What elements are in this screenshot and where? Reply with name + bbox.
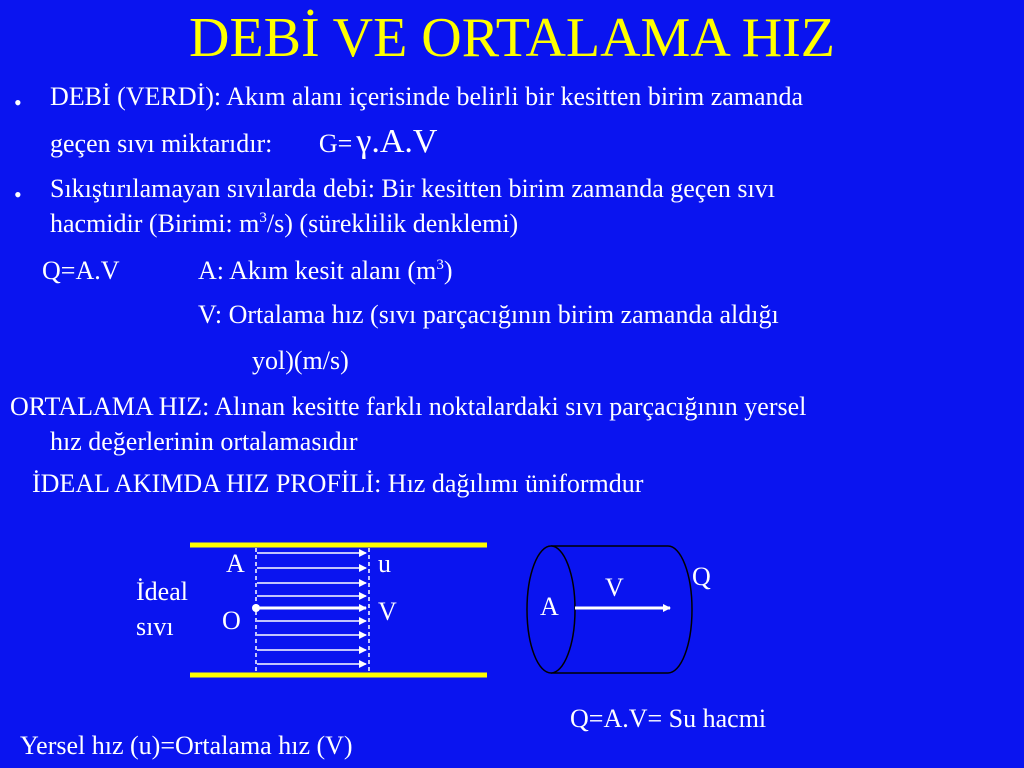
footer-left: Yersel hız (u)=Ortalama hız (V) bbox=[20, 731, 353, 760]
fluid-label-2: sıvı bbox=[136, 612, 174, 641]
label-V-left: V bbox=[378, 597, 397, 626]
v-definition-line2: yol)(m/s) bbox=[252, 346, 349, 375]
para2-line2-post: /s) (süreklilik denklemi) bbox=[266, 209, 519, 238]
fluid-label-1: İdeal bbox=[136, 577, 188, 606]
bullet-1-marker: • bbox=[14, 90, 22, 115]
formula-g-prefix: G= bbox=[318, 129, 353, 158]
v-definition-line1: V: Ortalama hız (sıvı parçacığının birim zamanda aldığı bbox=[198, 300, 779, 329]
q-formula: Q=A.V bbox=[42, 256, 120, 285]
label-A-left: A bbox=[226, 549, 245, 578]
footer-right: Q=A.V= Su hacmi bbox=[570, 704, 767, 733]
bullet-2-marker: • bbox=[14, 182, 22, 207]
slide-title: DEBİ VE ORTALAMA HIZ bbox=[189, 7, 835, 69]
avg-speed-line1: ORTALAMA HIZ: Alınan kesitte farklı noktalardaki sıvı parçacığının yersel bbox=[10, 392, 807, 421]
label-Q: Q bbox=[692, 562, 711, 591]
para2-line2-pre: hacmidir (Birimi: m bbox=[50, 209, 260, 238]
a-def-post: ) bbox=[443, 256, 453, 285]
avg-speed-line2: hız değerlerinin ortalamasıdır bbox=[50, 427, 358, 456]
label-u: u bbox=[378, 549, 391, 578]
ideal-profile-heading: İDEAL AKIMDA HIZ PROFİLİ: Hız dağılımı üniformdur bbox=[32, 469, 644, 498]
formula-g-main: γ.A.V bbox=[356, 123, 438, 160]
origin-point bbox=[252, 604, 260, 612]
a-def-pre: A: Akım kesit alanı (m bbox=[198, 256, 437, 285]
para1-line2-text: geçen sıvı miktarıdır: bbox=[50, 129, 273, 158]
para1-line1: DEBİ (VERDİ): Akım alanı içerisinde belirli bir kesitten birim zamanda bbox=[50, 82, 804, 111]
para2-line2-sup: 3 bbox=[259, 210, 267, 226]
label-V-right: V bbox=[605, 573, 624, 602]
para2-line1: Sıkıştırılamayan sıvılarda debi: Bir kesitten birim zamanda geçen sıvı bbox=[50, 174, 775, 203]
label-O: O bbox=[222, 606, 241, 635]
a-def-sup: 3 bbox=[436, 257, 444, 273]
label-A-right: A bbox=[540, 592, 559, 621]
